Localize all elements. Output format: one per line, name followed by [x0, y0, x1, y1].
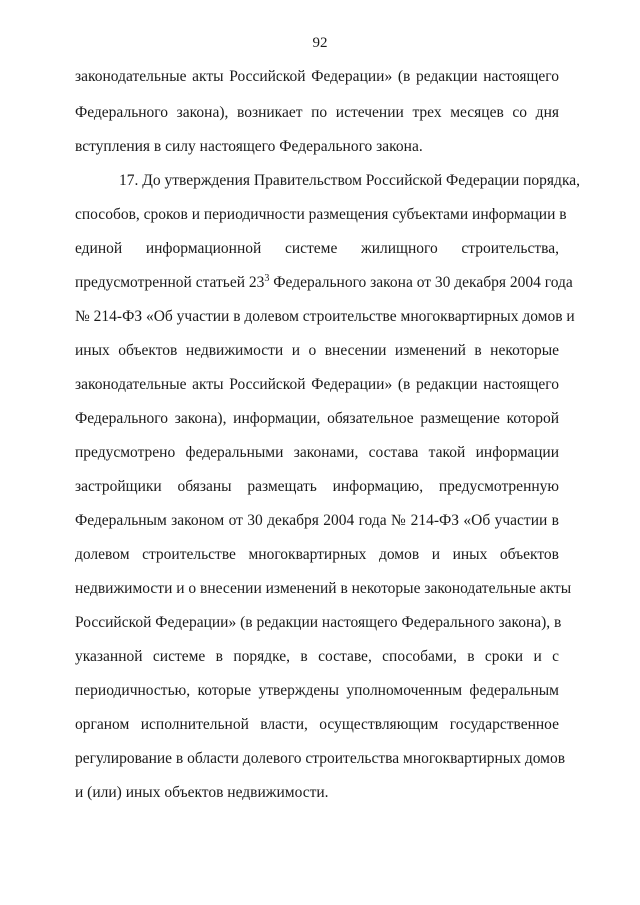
text-fragment: Федерального закона от 30 декабря 2004 года — [269, 274, 573, 291]
text-line: Российской Федерации» (в редакции настоящего Федерального закона), в — [75, 614, 562, 631]
text-line: Федерального закона), возникает по истечении трех месяцев со дня — [75, 104, 559, 121]
text-line: недвижимости и о внесении изменений в некоторые законодательные акты — [75, 580, 572, 597]
text-line: законодательные акты Российской Федерации» (в редакции настоящего — [75, 376, 559, 393]
text-line: Федерального закона), информации, обязательное размещение которой — [75, 410, 559, 427]
text-line: органом исполнительной власти, осуществляющим государственное — [75, 716, 559, 733]
text-line: долевом строительстве многоквартирных домов и иных объектов — [75, 546, 559, 563]
text-line: застройщики обязаны размещать информацию, предусмотренную — [75, 478, 559, 495]
text-line: способов, сроков и периодичности размещения субъектами информации в — [75, 206, 567, 223]
text-line: № 214-ФЗ «Об участии в долевом строительстве многоквартирных домов и — [75, 308, 575, 325]
text-line: вступления в силу настоящего Федерального закона. — [75, 138, 423, 155]
text-line: регулирование в области долевого строительства многоквартирных домов — [75, 750, 566, 767]
text-line: периодичностью, которые утверждены уполномоченным федеральным — [75, 682, 559, 699]
superscript: 3 — [264, 273, 270, 284]
text-line: предусмотрено федеральными законами, состава такой информации — [75, 444, 559, 461]
text-line — [75, 273, 573, 293]
text-line: законодательные акты Российской Федерации» (в редакции настоящего — [75, 68, 559, 85]
text-line: единой информационной системе жилищного строительства, — [75, 240, 559, 257]
text-fragment: предусмотренной статьей 23 — [75, 274, 265, 291]
text-line: иных объектов недвижимости и о внесении изменений в некоторые — [75, 342, 559, 359]
page-number: 92 — [312, 35, 328, 51]
text-line: указанной системе в порядке, в составе, способами, в сроки и с — [75, 648, 559, 665]
text-line: и (или) иных объектов недвижимости. — [75, 784, 329, 801]
text-line: Федеральным законом от 30 декабря 2004 года № 214-ФЗ «Об участии в — [75, 512, 559, 529]
text-line: 17. До утверждения Правительством Российской Федерации порядка, — [119, 172, 580, 189]
